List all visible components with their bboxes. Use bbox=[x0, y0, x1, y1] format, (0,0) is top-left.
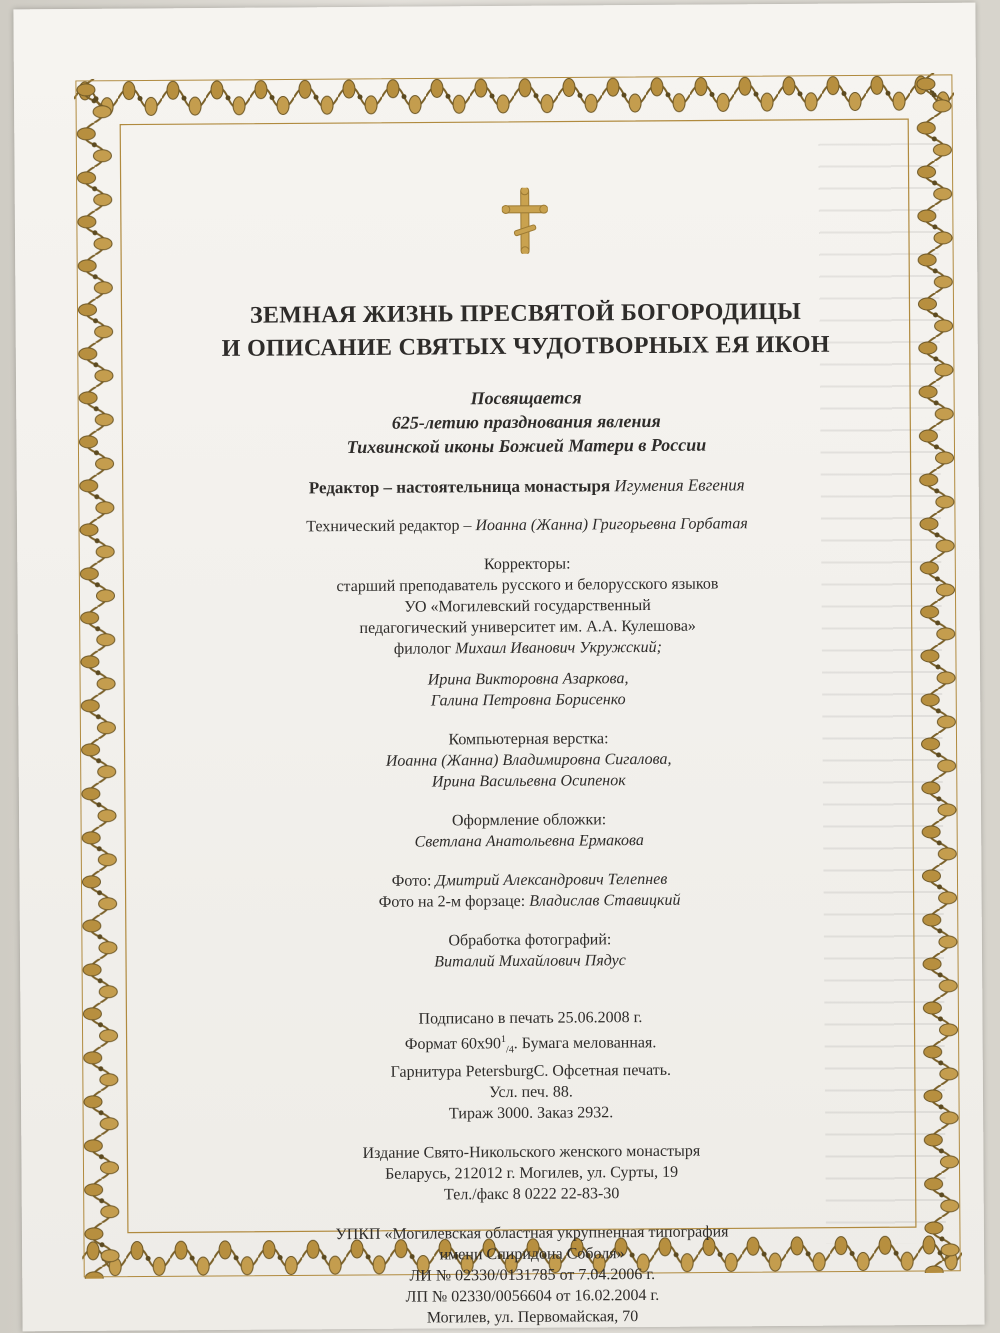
tech-editor-line bbox=[147, 512, 907, 538]
publisher-line-2: Беларусь, 212012 г. Могилев, ул. Сурты, 19 bbox=[384, 1163, 679, 1183]
dedication-line-2: 625-летию празднования явления bbox=[391, 410, 661, 433]
photo-name-1: Дмитрий Александрович Телепнев bbox=[435, 870, 668, 890]
book-title bbox=[145, 295, 905, 366]
tech-editor-name: Иоанна (Жанна) Григорьевна Горбатая bbox=[475, 515, 748, 535]
book-page bbox=[13, 3, 984, 1332]
editor-label: Редактор – настоятельница монастыря bbox=[308, 476, 611, 498]
photo-processing-heading: Обработка фотографий: bbox=[448, 931, 612, 950]
cover-block bbox=[149, 807, 909, 854]
tech-editor-label: Технический редактор – bbox=[306, 517, 472, 536]
imprint-content bbox=[145, 173, 913, 1327]
correctors-block bbox=[147, 551, 908, 713]
cover-heading: Оформление обложки: bbox=[451, 811, 607, 830]
publisher-line-1: Издание Свято-Никольского женского монастыря bbox=[362, 1142, 701, 1162]
print-format-sub: /4 bbox=[505, 1044, 514, 1056]
photo-name-2: Владислав Ставицкий bbox=[529, 891, 681, 910]
print-signed: Подписано в печать 25.06.2008 г. bbox=[418, 1009, 643, 1028]
publisher-block bbox=[151, 1139, 911, 1207]
print-info-block bbox=[150, 1005, 911, 1126]
dedication-line-3: Тихвинской иконы Божией Матери в России bbox=[346, 434, 707, 458]
orthodox-cross-icon bbox=[502, 188, 548, 254]
correctors-line-3: педагогический университет им. А.А. Кулешова» bbox=[359, 617, 696, 637]
photo-processing-name: Виталий Михайлович Пядус bbox=[434, 952, 626, 971]
photo-block bbox=[149, 867, 909, 914]
printer-line-4: ЛП № 02330/0056604 от 16.02.2004 г. bbox=[405, 1286, 660, 1306]
print-format-a: Формат 60х90 bbox=[404, 1035, 502, 1053]
print-format-sup: 1 bbox=[500, 1033, 506, 1045]
printer-block bbox=[152, 1220, 913, 1330]
corrector-name-3: Галина Петровна Борисенко bbox=[430, 691, 626, 710]
correctors-line-4-prefix: филолог bbox=[393, 640, 452, 658]
editor-name: Игумения Евгения bbox=[614, 475, 745, 496]
layout-name-2: Ирина Васильевна Осипенок bbox=[431, 772, 626, 791]
print-run: Тираж 3000. Заказ 2932. bbox=[448, 1103, 614, 1122]
layout-heading: Компьютерная верстка: bbox=[448, 730, 609, 749]
photo-processing-block bbox=[150, 927, 910, 974]
print-font: Гарнитура PetersburgC. Офсетная печать. bbox=[390, 1061, 672, 1081]
photo-line-2 bbox=[150, 888, 910, 914]
printer-line-3: ЛИ № 02330/0131785 от 7.04.2006 г. bbox=[409, 1265, 656, 1285]
correctors-heading: Корректоры: bbox=[483, 555, 571, 574]
cover-name: Светлана Анатольевна Ермакова bbox=[414, 831, 644, 851]
photo-label-2: Фото на 2-м форзаце: bbox=[378, 892, 526, 911]
photo-label-1: Фото: bbox=[391, 872, 432, 890]
correctors-line-1: старший преподаватель русского и белорусского языков bbox=[336, 575, 719, 596]
corrector-name-2: Ирина Викторовна Азаркова, bbox=[427, 670, 629, 689]
print-format bbox=[151, 1026, 911, 1063]
print-format-b: . Бумага мелованная. bbox=[513, 1034, 657, 1053]
title-line-1: ЗЕМНАЯ ЖИЗНЬ ПРЕСВЯТОЙ БОГОРОДИЦЫ bbox=[249, 298, 802, 329]
print-sheets: Усл. печ. 88. bbox=[489, 1083, 573, 1101]
publisher-line-3: Тел./факс 8 0222 22-83-30 bbox=[443, 1184, 620, 1203]
title-line-2: И ОПИСАНИЕ СВЯТЫХ ЧУДОТВОРНЫХ ЕЯ ИКОН bbox=[221, 331, 830, 362]
layout-name-1: Иоанна (Жанна) Владимировна Сигалова, bbox=[385, 750, 672, 770]
dedication-line-1: Посвящается bbox=[470, 387, 582, 409]
printer-line-5: Могилев, ул. Первомайская, 70 bbox=[426, 1307, 639, 1327]
editor-line bbox=[147, 473, 907, 499]
correctors-line-2: УО «Могилевский государственный bbox=[404, 596, 651, 616]
dedication bbox=[146, 383, 906, 460]
correctors-line-4-name: Михаил Иванович Укружский; bbox=[455, 638, 662, 658]
printer-line-1: УПКП «Могилевская областная укрупненная типография bbox=[335, 1222, 729, 1243]
layout-credit-block bbox=[148, 726, 908, 794]
correctors-line-4 bbox=[148, 635, 908, 661]
printer-line-2: имени Спиридона Соболя» bbox=[439, 1244, 625, 1263]
